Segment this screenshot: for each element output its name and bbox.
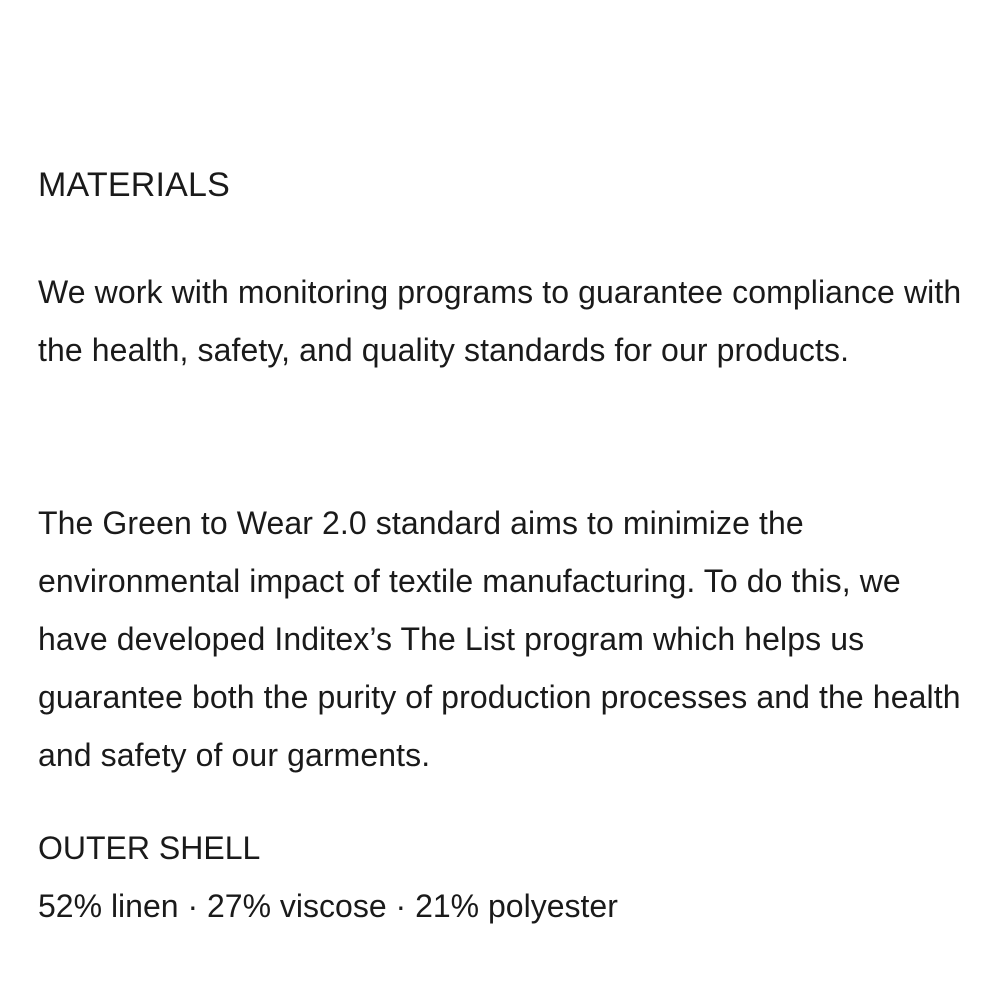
monitoring-programs-paragraph: We work with monitoring programs to guarantee compliance with the health, safety, and quality standards for our products.: [38, 274, 962, 368]
green-to-wear-paragraph: The Green to Wear 2.0 standard aims to minimize the environmental impact of textile manufacturing. To do this, we have developed Inditex’s The List program which helps us guarantee both the purity of production processes and the health and safety of our garments.: [38, 505, 961, 773]
outer-shell-label: OUTER SHELL: [38, 830, 261, 866]
materials-title: MATERIALS: [38, 166, 230, 204]
outer-shell-composition: 52% linen · 27% viscose · 21% polyester: [38, 888, 618, 924]
